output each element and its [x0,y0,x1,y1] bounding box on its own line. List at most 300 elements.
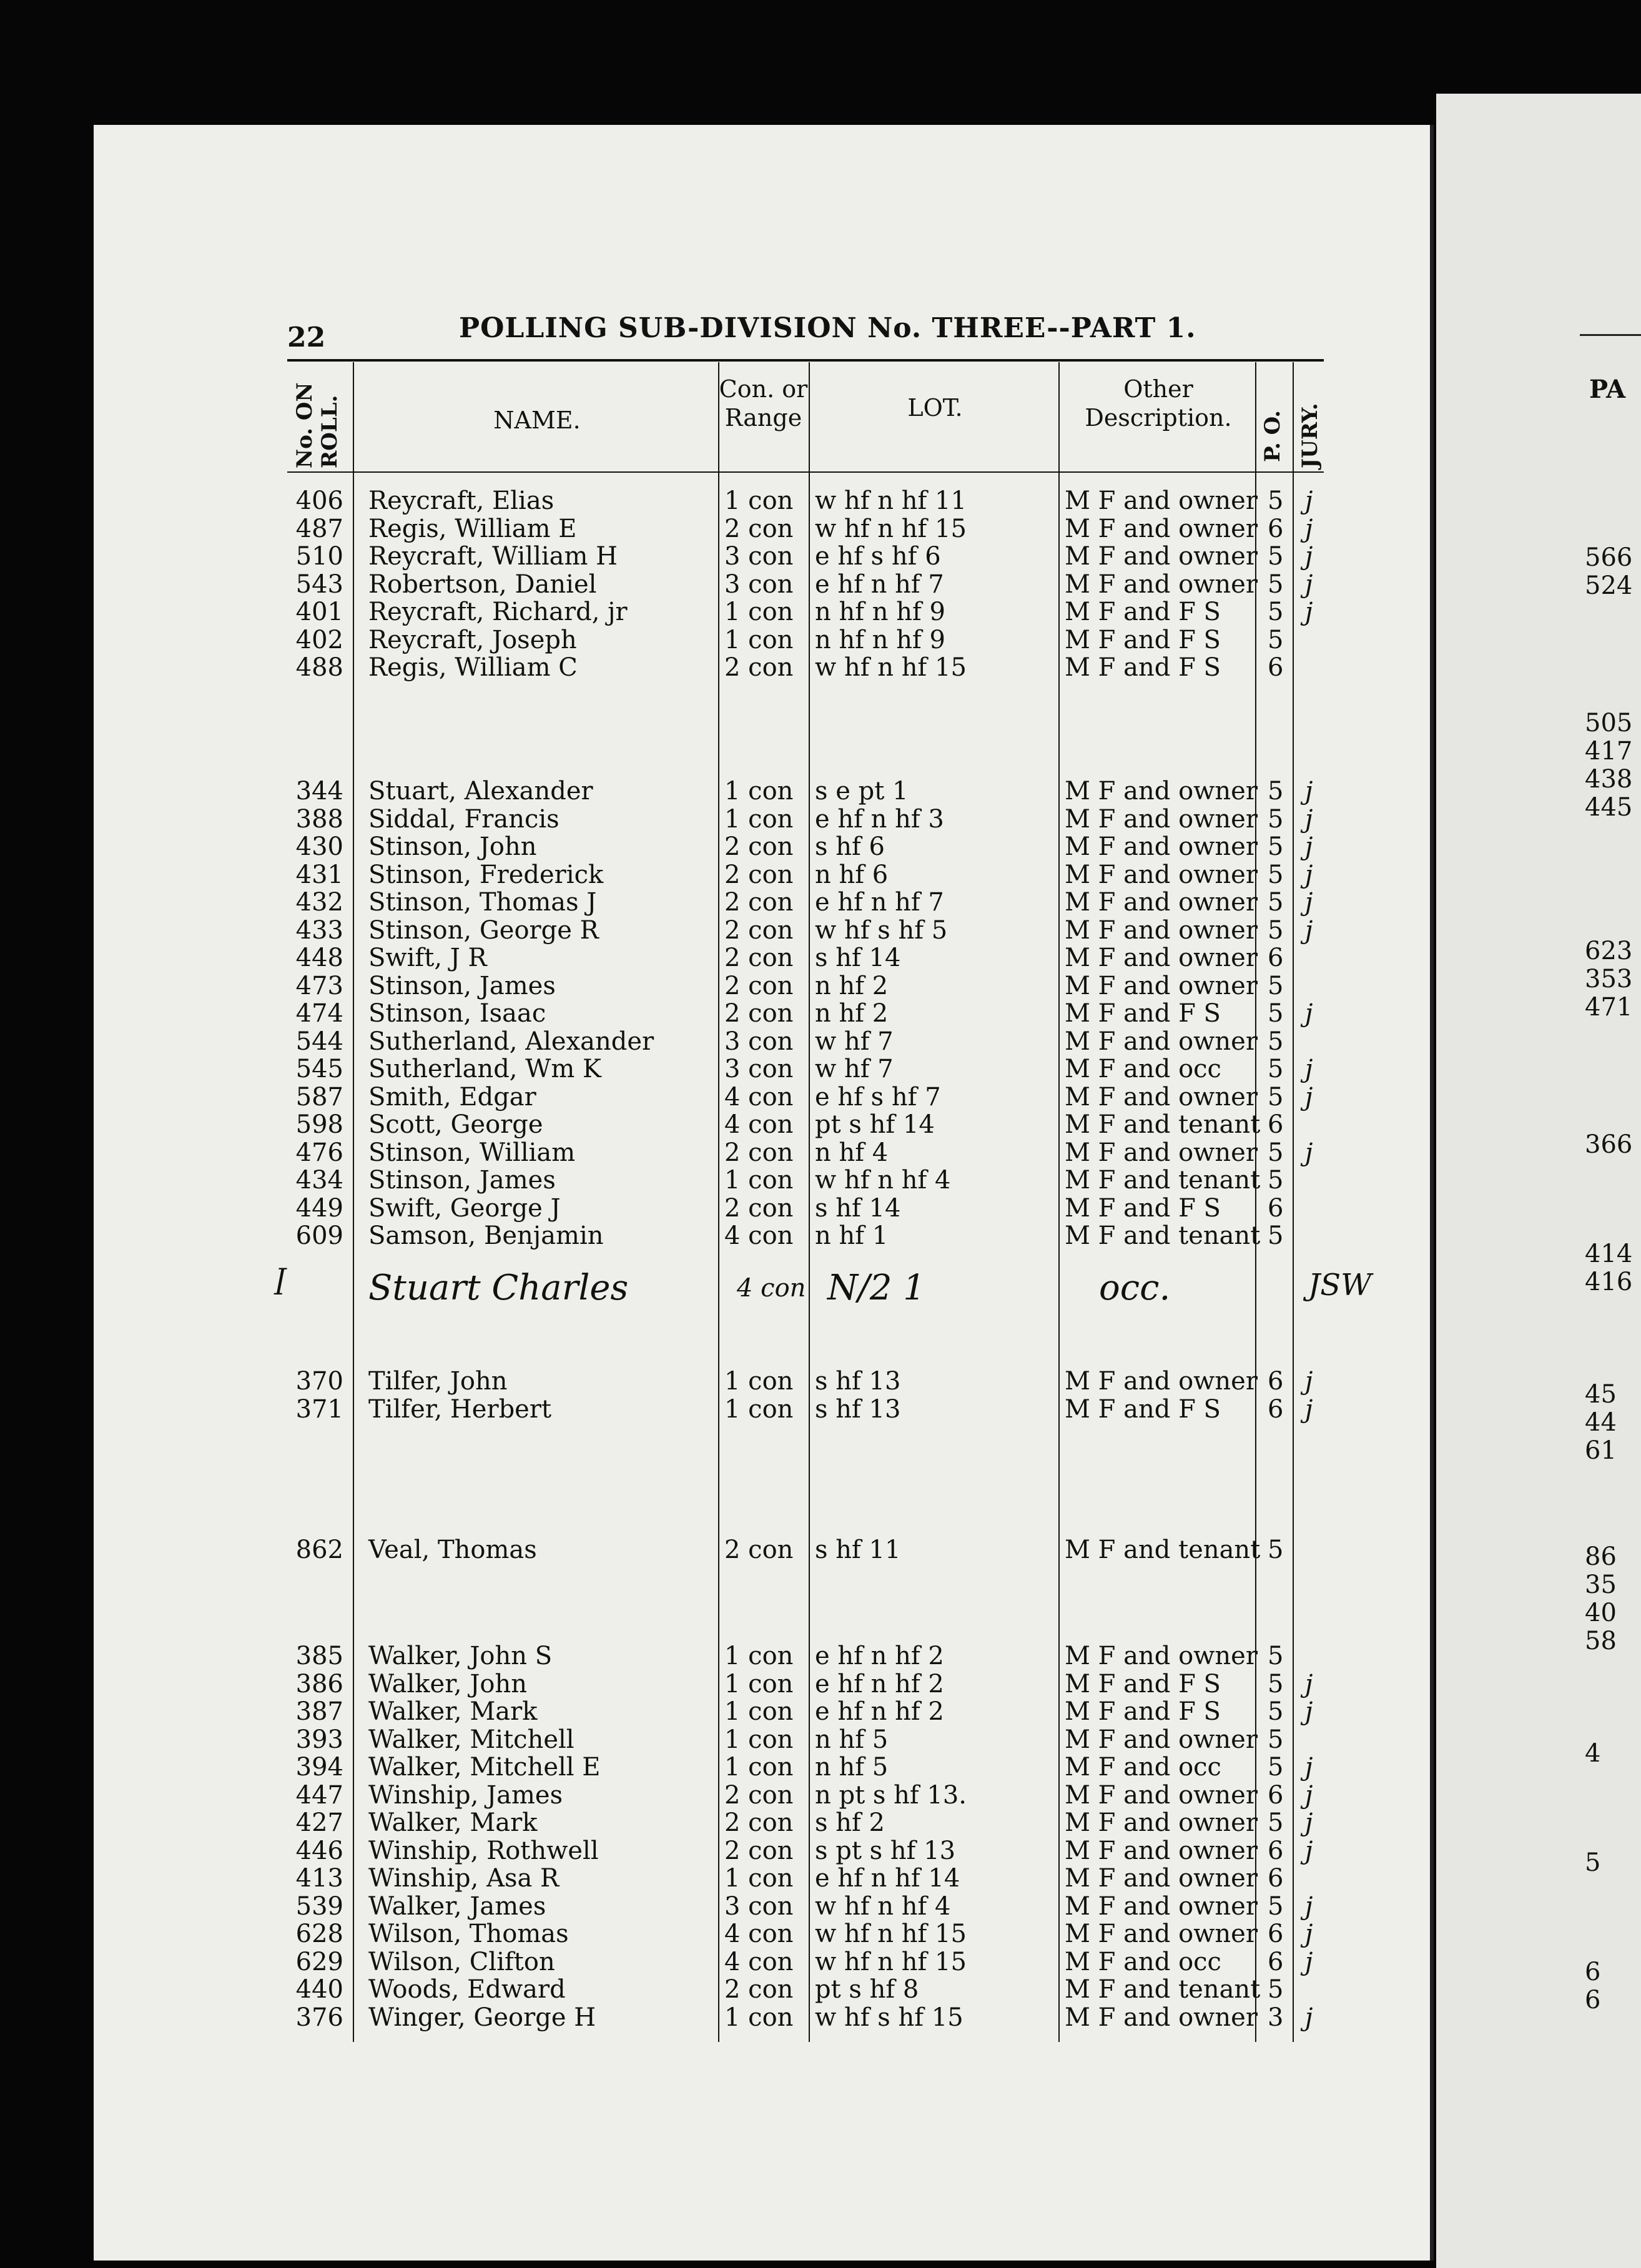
cell-name: Regis, William E [368,514,577,543]
cell-con: 2 con [724,514,794,543]
cell-lot: w hf n hf 15 [815,514,967,543]
cell-name: Walker, Mitchell E [368,1753,601,1782]
cell-po: 3 [1268,2003,1284,2032]
handwritten-con: 4 con [737,1274,806,1303]
cell-jury: j [1305,832,1313,861]
cell-no: 544 [295,1027,343,1056]
cell-desc: M F and owner [1065,569,1258,599]
cell-po: 5 [1268,1753,1284,1782]
cell-con: 2 con [724,1975,794,2004]
cell-desc: M F and F S [1065,999,1221,1028]
cell-desc: M F and owner [1065,1367,1258,1396]
cell-desc: M F and tenant [1065,1221,1261,1250]
cell-con: 2 con [724,915,794,945]
cell-name: Swift, George J [368,1193,561,1223]
cell-con: 3 con [724,569,794,599]
cell-lot: n hf 2 [815,999,889,1028]
table-row [0,1976,1436,2003]
cell-desc: M F and owner [1065,971,1258,1000]
cell-desc: M F and owner [1065,1836,1258,1865]
cell-no: 401 [295,598,343,626]
facing-roll-number: 438 [1585,765,1633,794]
cell-con: 1 con [724,598,794,626]
cell-name: Winship, James [368,1780,563,1810]
cell-no: 388 [295,804,343,834]
cell-no: 446 [295,1836,343,1865]
cell-con: 2 con [724,832,794,861]
cell-po: 5 [1268,1697,1284,1726]
table-row [0,1726,1436,1753]
header-bottom-rule [287,471,1324,473]
table-row [0,1698,1436,1725]
cell-jury: j [1305,1891,1313,1921]
cell-name: Swift, J R [368,944,487,972]
facing-roll-number: 623 [1585,937,1633,965]
cell-desc: M F and owner [1065,915,1258,945]
cell-lot: s hf 11 [815,1536,901,1564]
cell-jury: j [1305,804,1313,834]
cell-name: Stuart, Alexander [368,777,593,806]
cell-name: Walker, John S [368,1642,553,1670]
cell-desc: M F and tenant [1065,1110,1261,1139]
cell-jury: j [1305,915,1313,945]
table-row [0,626,1436,654]
cell-name: Wilson, Clifton [368,1947,555,1976]
cell-jury: j [1305,598,1313,626]
col-header-desc: Other Description. [1085,375,1232,431]
handwritten-desc: occ. [1099,1268,1171,1308]
cell-name: Tilfer, Herbert [368,1394,552,1424]
cell-jury: j [1305,1836,1313,1865]
cell-po: 5 [1268,1669,1284,1699]
facing-roll-number: 86 [1585,1542,1617,1571]
table-row [0,1166,1436,1194]
cell-jury: j [1305,1394,1313,1424]
cell-po: 5 [1268,1027,1284,1056]
col-header-roll: No. ON ROLL. [292,382,342,468]
cell-lot: e hf n hf 2 [815,1697,944,1726]
cell-lot: e hf n hf 7 [815,569,944,599]
cell-lot: pt s hf 14 [815,1110,935,1139]
cell-po: 6 [1268,1947,1284,1976]
table-row [0,1139,1436,1166]
cell-no: 488 [295,653,343,682]
table-row [0,1893,1436,1920]
cell-con: 1 con [724,625,794,654]
cell-con: 2 con [724,860,794,889]
cell-desc: M F and owner [1065,1027,1258,1056]
cell-jury: j [1305,1808,1313,1837]
cell-name: Tilfer, John [368,1367,508,1396]
cell-po: 6 [1268,1864,1284,1893]
facing-roll-number: 45 [1585,1380,1617,1409]
cell-po: 5 [1268,542,1284,571]
cell-po: 5 [1268,1055,1284,1083]
cell-name: Winship, Asa R [368,1864,559,1893]
cell-name: Stinson, Frederick [368,860,604,889]
cell-name: Winger, George H [368,2003,596,2032]
cell-po: 5 [1268,486,1284,515]
cell-con: 1 con [724,1864,794,1893]
cell-jury: j [1305,514,1313,543]
table-row [0,917,1436,944]
table-row [0,1055,1436,1083]
facing-roll-number: 566 [1585,543,1633,572]
cell-po: 6 [1268,514,1284,543]
table-row [0,1195,1436,1222]
cell-lot: w hf n hf 15 [815,653,967,682]
cell-con: 1 con [724,1697,794,1726]
table-row [0,861,1436,889]
cell-desc: M F and owner [1065,860,1258,889]
table-row [0,1642,1436,1670]
table-row [0,1111,1436,1138]
cell-no: 393 [295,1725,343,1754]
cell-desc: M F and owner [1065,1780,1258,1810]
cell-no: 862 [295,1536,343,1564]
cell-lot: n hf n hf 9 [815,598,945,626]
cell-con: 1 con [724,1669,794,1699]
facing-roll-number: 414 [1585,1240,1633,1268]
cell-con: 3 con [724,542,794,571]
handwritten-mark: ꟾ [275,1268,287,1301]
cell-name: Veal, Thomas [368,1536,537,1564]
page-number: 22 [287,322,326,353]
cell-desc: M F and owner [1065,777,1258,806]
cell-lot: w hf n hf 15 [815,1947,967,1976]
cell-jury: j [1305,1947,1313,1976]
cell-desc: M F and owner [1065,2003,1258,2032]
cell-con: 2 con [724,653,794,682]
cell-name: Sutherland, Wm K [368,1055,601,1083]
cell-po: 6 [1268,653,1284,682]
cell-name: Reycraft, Elias [368,486,554,515]
cell-desc: M F and owner [1065,1864,1258,1893]
cell-desc: M F and owner [1065,542,1258,571]
cell-po: 6 [1268,1394,1284,1424]
table-row [0,1396,1436,1423]
cell-name: Stinson, William [368,1138,576,1167]
cell-con: 2 con [724,971,794,1000]
cell-desc: M F and F S [1065,1697,1221,1726]
cell-jury: j [1305,777,1313,806]
cell-lot: n pt s hf 13. [815,1780,967,1810]
cell-lot: s hf 6 [815,832,885,861]
cell-lot: w hf n hf 4 [815,1891,951,1921]
cell-desc: M F and owner [1065,486,1258,515]
col-header-jury: JURY. [1298,403,1323,468]
cell-jury: j [1305,1138,1313,1167]
cell-no: 344 [295,777,343,806]
cell-desc: M F and tenant [1065,1536,1261,1564]
cell-no: 430 [295,832,343,861]
cell-lot: s hf 13 [815,1394,901,1424]
table-row [0,571,1436,598]
cell-name: Wilson, Thomas [368,1920,569,1948]
cell-no: 371 [295,1394,343,1424]
page-title: POLLING SUB-DIVISION No. THREE--PART 1. [459,312,1196,344]
cell-name: Stinson, James [368,971,556,1000]
cell-con: 2 con [724,1138,794,1167]
cell-desc: M F and owner [1065,804,1258,834]
cell-con: 4 con [724,1110,794,1139]
table-row [0,1083,1436,1111]
cell-lot: e hf n hf 2 [815,1669,944,1699]
cell-po: 5 [1268,832,1284,861]
cell-jury: j [1305,860,1313,889]
cell-po: 5 [1268,1891,1284,1921]
cell-jury: j [1305,1780,1313,1810]
cell-no: 447 [295,1780,343,1810]
facing-roll-number: 4 [1585,1739,1601,1768]
cell-po: 5 [1268,1725,1284,1754]
cell-jury: j [1305,569,1313,599]
cell-lot: n hf 6 [815,860,889,889]
table-row [0,543,1436,570]
table-row [0,515,1436,543]
cell-con: 4 con [724,1947,794,1976]
cell-con: 3 con [724,1891,794,1921]
cell-no: 376 [295,2003,343,2032]
cell-lot: s hf 13 [815,1367,901,1396]
table-row [0,2004,1436,2031]
cell-no: 427 [295,1808,343,1837]
cell-no: 474 [295,999,343,1028]
table-row [0,1865,1436,1892]
cell-no: 476 [295,1138,343,1167]
cell-lot: s hf 14 [815,1193,901,1223]
cell-po: 5 [1268,860,1284,889]
cell-desc: M F and occ [1065,1947,1221,1976]
cell-no: 629 [295,1947,343,1976]
cell-name: Smith, Edgar [368,1082,536,1112]
cell-jury: j [1305,1367,1313,1396]
facing-page-rule [1580,334,1641,336]
cell-jury: j [1305,542,1313,571]
cell-po: 5 [1268,915,1284,945]
cell-po: 6 [1268,1920,1284,1948]
cell-name: Walker, Mark [368,1697,538,1726]
cell-po: 6 [1268,1780,1284,1810]
col-header-po: P. O. [1260,410,1285,462]
cell-jury: j [1305,1753,1313,1782]
cell-lot: n hf 2 [815,971,889,1000]
cell-desc: M F and F S [1065,653,1221,682]
cell-jury: j [1305,1669,1313,1699]
cell-lot: s e pt 1 [815,777,909,806]
cell-con: 4 con [724,1221,794,1250]
cell-desc: M F and occ [1065,1753,1221,1782]
header-top-rule [287,359,1324,362]
cell-no: 387 [295,1697,343,1726]
cell-con: 1 con [724,486,794,515]
cell-po: 5 [1268,625,1284,654]
cell-no: 628 [295,1920,343,1948]
table-row [0,654,1436,681]
facing-roll-number: 6 [1585,1958,1601,1986]
cell-con: 2 con [724,1193,794,1223]
table-row [0,806,1436,833]
cell-no: 413 [295,1864,343,1893]
cell-con: 1 con [724,1753,794,1782]
cell-name: Samson, Benjamin [368,1221,604,1250]
cell-con: 3 con [724,1055,794,1083]
facing-roll-number: 505 [1585,709,1633,737]
cell-po: 5 [1268,598,1284,626]
cell-po: 5 [1268,1642,1284,1670]
table-row [0,833,1436,860]
cell-lot: w hf 7 [815,1027,894,1056]
facing-roll-number: 445 [1585,793,1633,822]
cell-po: 5 [1268,999,1284,1028]
facing-roll-number: 366 [1585,1130,1633,1159]
cell-desc: M F and F S [1065,625,1221,654]
facing-roll-number: 353 [1585,965,1633,993]
cell-lot: w hf n hf 15 [815,1920,967,1948]
table-row [0,487,1436,515]
table-row [0,1368,1436,1395]
cell-lot: n hf 5 [815,1753,889,1782]
cell-lot: n hf n hf 9 [815,625,945,654]
cell-name: Robertson, Daniel [368,569,597,599]
cell-desc: M F and occ [1065,1055,1221,1083]
cell-lot: s hf 2 [815,1808,885,1837]
col-header-lot: LOT. [907,394,963,422]
cell-lot: w hf s hf 15 [815,2003,963,2032]
cell-lot: s hf 14 [815,944,901,972]
cell-no: 539 [295,1891,343,1921]
facing-roll-number: 524 [1585,571,1633,600]
cell-po: 5 [1268,1082,1284,1112]
cell-po: 6 [1268,1367,1284,1396]
cell-po: 5 [1268,888,1284,917]
table-row [0,1028,1436,1055]
cell-jury: j [1305,486,1313,515]
cell-po: 6 [1268,1836,1284,1865]
cell-no: 598 [295,1110,343,1139]
facing-roll-number: 5 [1585,1848,1601,1877]
cell-no: 385 [295,1642,343,1670]
cell-po: 5 [1268,1138,1284,1167]
cell-jury: j [1305,2003,1313,2032]
cell-no: 473 [295,971,343,1000]
facing-roll-number: 471 [1585,993,1633,1022]
cell-name: Walker, James [368,1891,546,1921]
table-row [0,972,1436,1000]
cell-no: 370 [295,1367,343,1396]
handwritten-jury: JSW [1308,1268,1372,1303]
cell-con: 2 con [724,1536,794,1564]
facing-roll-number: 61 [1585,1436,1617,1465]
cell-lot: w hf 7 [815,1055,894,1083]
cell-name: Stinson, Thomas J [368,888,597,917]
cell-name: Winship, Rothwell [368,1836,599,1865]
table-row [0,1920,1436,1948]
cell-jury: j [1305,999,1313,1028]
cell-po: 5 [1268,804,1284,834]
cell-con: 4 con [724,1082,794,1112]
cell-desc: M F and owner [1065,1920,1258,1948]
cell-con: 2 con [724,1836,794,1865]
cell-desc: M F and owner [1065,944,1258,972]
facing-roll-number: 35 [1585,1570,1617,1599]
table-row [0,1782,1436,1809]
cell-po: 6 [1268,944,1284,972]
cell-no: 543 [295,569,343,599]
cell-lot: n hf 1 [815,1221,889,1250]
cell-po: 5 [1268,1536,1284,1564]
cell-no: 432 [295,888,343,917]
col-header-name: NAME. [493,407,581,434]
cell-no: 386 [295,1669,343,1699]
cell-name: Reycraft, William H [368,542,618,571]
cell-con: 2 con [724,1780,794,1810]
facing-roll-number: 40 [1585,1599,1617,1627]
table-row [0,1753,1436,1781]
cell-desc: M F and tenant [1065,1166,1261,1195]
cell-po: 6 [1268,1193,1284,1223]
cell-lot: e hf s hf 6 [815,542,941,571]
cell-lot: e hf s hf 7 [815,1082,941,1112]
cell-name: Sutherland, Alexander [368,1027,654,1056]
table-row [0,1000,1436,1027]
cell-con: 1 con [724,1367,794,1396]
cell-lot: e hf n hf 3 [815,804,944,834]
facing-roll-number: 416 [1585,1268,1633,1296]
cell-name: Scott, George [368,1110,543,1139]
table-row [0,1670,1436,1698]
col-header-con: Con. or Range [719,375,808,431]
table-row [0,1809,1436,1837]
cell-jury: j [1305,1697,1313,1726]
cell-po: 6 [1268,1110,1284,1139]
cell-no: 487 [295,514,343,543]
cell-jury: j [1305,888,1313,917]
cell-name: Stinson, George R [368,915,599,945]
cell-no: 448 [295,944,343,972]
cell-lot: n hf 5 [815,1725,889,1754]
cell-desc: M F and owner [1065,1891,1258,1921]
facing-roll-number: 6 [1585,1986,1601,2014]
cell-no: 406 [295,486,343,515]
cell-desc: M F and owner [1065,888,1258,917]
cell-con: 3 con [724,1027,794,1056]
cell-con: 2 con [724,999,794,1028]
cell-con: 2 con [724,944,794,972]
cell-name: Reycraft, Joseph [368,625,577,654]
cell-name: Walker, Mark [368,1808,538,1837]
cell-name: Siddal, Francis [368,804,559,834]
cell-lot: e hf n hf 7 [815,888,944,917]
table-row [0,598,1436,626]
cell-con: 1 con [724,2003,794,2032]
cell-name: Walker, John [368,1669,527,1699]
cell-no: 431 [295,860,343,889]
table-row [0,1536,1436,1564]
table-row [0,1837,1436,1865]
cell-name: Woods, Edward [368,1975,566,2004]
cell-lot: e hf n hf 2 [815,1642,944,1670]
cell-po: 5 [1268,971,1284,1000]
cell-con: 1 con [724,777,794,806]
cell-desc: M F and owner [1065,1642,1258,1670]
cell-con: 1 con [724,1725,794,1754]
cell-no: 449 [295,1193,343,1223]
cell-po: 5 [1268,1975,1284,2004]
table-row [0,944,1436,972]
cell-con: 1 con [724,804,794,834]
table-row [0,1222,1436,1250]
